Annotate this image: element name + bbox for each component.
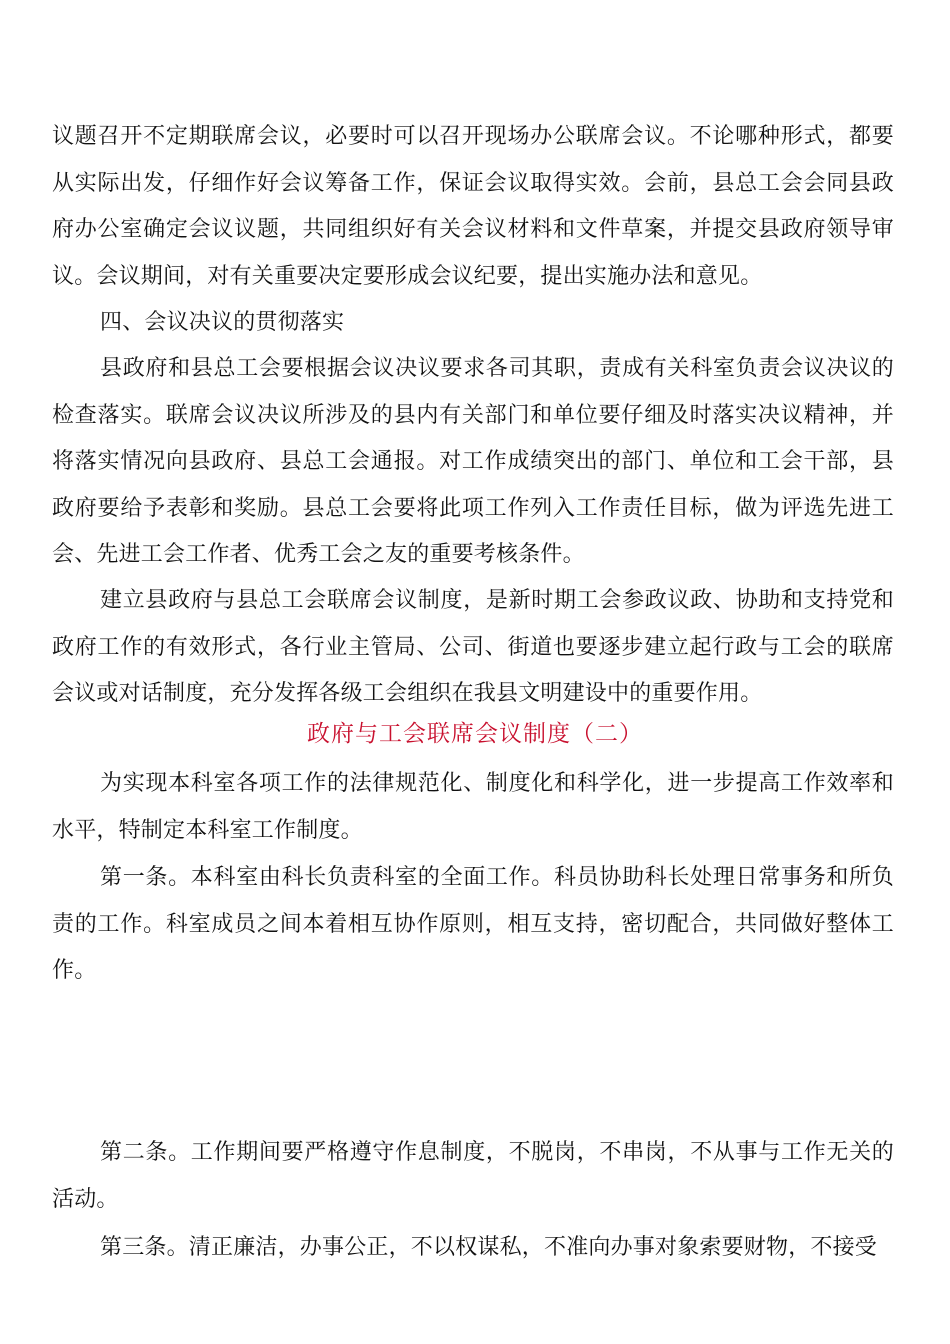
paragraph-purpose: 为实现本科室各项工作的法律规范化、制度化和科学化，进一步提高工作效率和水平，特制定本科室工作制度。 (52, 771, 894, 843)
article-two: 第二条。工作期间要严格遵守作息制度，不脱岗，不串岗，不从事与工作无关的活动。 (52, 1140, 894, 1212)
paragraph-implementation: 县政府和县总工会要根据会议决议要求各司其职，责成有关科室负责会议决议的检查落实。联席会议决议所涉及的县内有关部门和单位要仔细及时落实决议精神，并将落实情况向县政府、县总工会通报。对工作成绩突出的部门、单位和工会干部，县政府要给予表彰和奖励。县总工会要将此项工作列入工作责任目标，做为评选先进工会、先进工会工作者、优秀工会之友的重要考核条件。 (52, 356, 894, 567)
paragraph-establishment: 建立县政府与县总工会联席会议制度，是新时期工会参政议政、协助和支持党和政府工作的有效形式，各行业主管局、公司、街道也要逐步建立起行政与工会的联席会议或对话制度，充分发挥各级工会组织在我县文明建设中的重要作用。 (52, 588, 894, 706)
article-one: 第一条。本科室由科长负责科室的全面工作。科员协助科长处理日常事务和所负责的工作。科室成员之间本着相互协作原则，相互支持，密切配合，共同做好整体工作。 (52, 865, 894, 983)
heading-section-four: 四、会议决议的贯彻落实 (100, 310, 345, 335)
section-title: 政府与工会联席会议制度（二） (307, 721, 643, 747)
article-three: 第三条。清正廉洁，办事公正，不以权谋私，不准向办事对象索要财物，不接受 (100, 1235, 878, 1260)
paragraph-meeting-forms: 议题召开不定期联席会议，必要时可以召开现场办公联席会议。不论哪种形式，都要从实际出发，仔细作好会议筹备工作，保证会议取得实效。会前，县总工会会同县政府办公室确定会议议题，共同组织好有关会议材料和文件草案，并提交县政府领导审议。会议期间，对有关重要决定要形成会议纪要，提出实施办法和意见。 (52, 124, 894, 289)
